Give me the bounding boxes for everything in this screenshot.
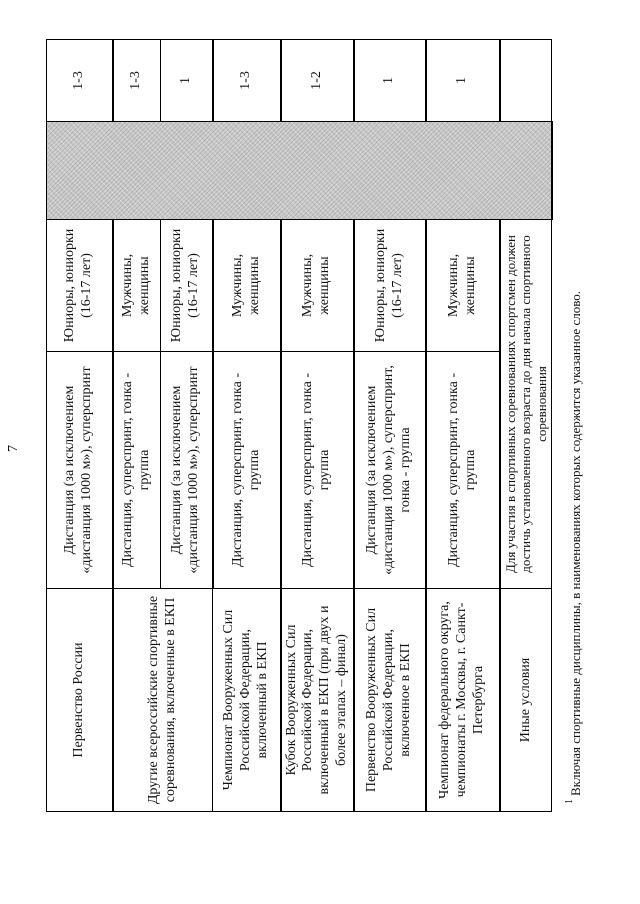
other-conditions-text: Для участия в спортивных соревнованиях спортсмен должен достичь установленного возраста до дня начала спортивного соревнования — [500, 220, 552, 589]
shaded-column — [47, 122, 552, 220]
discipline-cell: Дистанция, суперспринт, гонка - группа — [426, 352, 500, 589]
places-cell: 1 — [426, 40, 500, 122]
discipline-cell: Дистанция (за исключением «дистанция 1000 м»), суперспринт, гонка - группа — [354, 352, 426, 589]
places-cell: 1-2 — [281, 40, 354, 122]
event-cell: Чемпионат Вооруженных Сил Российской Федерации, включенный в ЕКП — [213, 589, 281, 812]
table-row — [47, 40, 113, 812]
event-cell: Первенство Вооруженных Сил Российской Федерации, включенное в ЕКП — [354, 589, 426, 812]
footnote-mark: 1 — [564, 799, 575, 804]
discipline-cell: Дистанция, суперспринт, гонка - группа — [213, 352, 281, 589]
participants-cell: Мужчины, женщины — [113, 220, 161, 352]
empty-cell — [500, 40, 552, 122]
participants-cell: Мужчины, женщины — [213, 220, 281, 352]
discipline-cell: Дистанция, суперспринт, гонка - группа — [113, 352, 161, 589]
discipline-cell: Дистанция, суперспринт, гонка - группа — [281, 352, 354, 589]
requirements-table — [46, 39, 553, 812]
places-cell: 1 — [354, 40, 426, 122]
participants-cell: Мужчины, женщины — [426, 220, 500, 352]
participants-cell: Юниоры, юниорки (16-17 лет) — [161, 220, 213, 352]
event-cell: Другие всероссийские спортивные соревнования, включенные в ЕКП — [113, 589, 213, 812]
event-cell: Чемпионат федерального округа, чемпионаты г. Москвы, г. Санкт-Петербурга — [426, 589, 500, 812]
places-cell: 1-3 — [47, 40, 113, 122]
event-cell: Первенство России — [47, 589, 113, 812]
page-number: 7 — [6, 445, 21, 452]
other-conditions-label: Иные условия — [500, 589, 552, 812]
places-cell: 1-3 — [113, 40, 161, 122]
participants-cell: Юниоры, юниорки (16-17 лет) — [47, 220, 113, 352]
places-cell: 1-3 — [213, 40, 281, 122]
discipline-cell: Дистанция (за исключением «дистанция 1000 м»), суперспринт — [161, 352, 213, 589]
event-cell: Кубок Вооруженных Сил Российской Федерации, включенный в ЕКП (при двух и более этапах – финал) — [281, 589, 354, 812]
places-cell: 1 — [161, 40, 213, 122]
participants-cell: Мужчины, женщины — [281, 220, 354, 352]
participants-cell: Юниоры, юниорки (16-17 лет) — [354, 220, 426, 352]
footnote-text: Включая спортивные дисциплины, в наименованиях которых содержится указанное слово. — [568, 290, 583, 796]
discipline-cell: Дистанция (за исключением «дистанция 1000 м»), суперспринт — [47, 352, 113, 589]
